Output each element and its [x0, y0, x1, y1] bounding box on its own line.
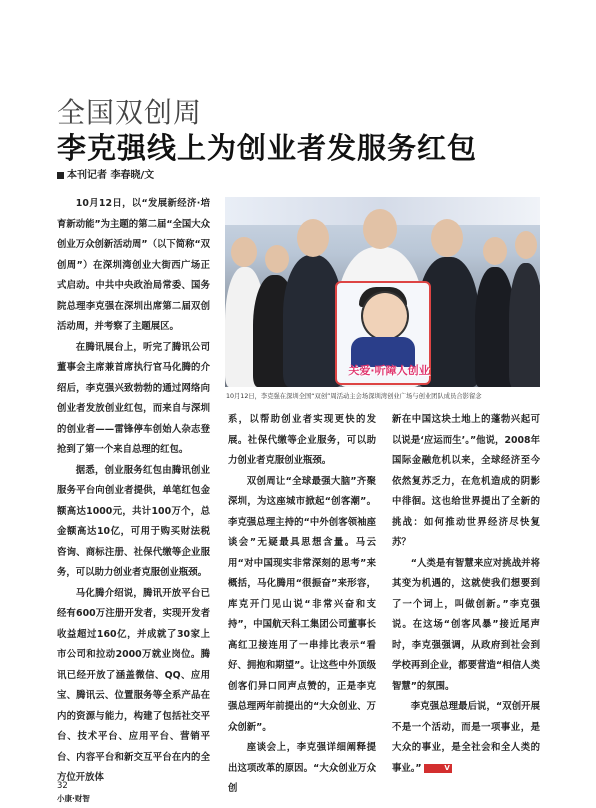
square-bullet-icon: [57, 172, 64, 179]
end-of-article-badge: V: [424, 764, 452, 773]
paragraph: 据悉，创业服务红包由腾讯创业服务平台向创业者提供，单笔红包金额高达1000元，共计100万个，总金额高达10亿，可用于购买财法税咨询、商标注册、社保代缴等企业服务，可以助力创业者克服创业瓶颈。: [57, 464, 210, 578]
paragraph: “人类是有智慧来应对挑战并将其变为机遇的，这就使我们想要到了一个词上，叫做创新。”李克强说。在这场“创客风暴”接近尾声时，李克强强调，从政府到社会到学校再到企业，都要营造“相信人类智慧”的氛围。: [392, 557, 540, 692]
paragraph: 10月12日，以“发展新经济·培育新动能”为主题的第二届“全国大众创业万众创新活动周”（以下简称“双创周”）在深圳湾创业大街西广场正式启动。中共中央政治局常委、国务院总理李克强在深圳出席第二届双创活动周，并考察了主题展区。: [57, 198, 210, 332]
article-column-3: [392, 410, 540, 779]
paragraph: 在腾讯展台上，听完了腾讯公司董事会主席兼首席执行官马化腾的介绍后，李克强兴致勃勃的通过网络向创业者发放创业红包，而来自与深圳的创业者——雷锋停车创始人杂志登抢到了第一个来自总理的红包。: [57, 341, 210, 455]
paragraph: 系，以帮助创业者实现更快的发展。社保代缴等企业服务，可以助力创业者克服创业瓶颈。: [228, 414, 376, 466]
paragraph: 座谈会上，李克强详细阐释提出这项改革的原因。“大众创业万众创: [228, 742, 376, 794]
cartoon-face: [361, 291, 409, 341]
person-head: [363, 209, 397, 249]
byline: [57, 166, 154, 181]
magazine-name: 小康·财智: [57, 794, 90, 803]
person-head: [431, 219, 463, 257]
person-head: [231, 237, 257, 267]
article-photo: [225, 197, 540, 387]
paragraph: 马化腾介绍说，腾讯开放平台已经有600万注册开发者，实现开发者收益超过160亿，并成就了30家上市公司和拉动2000万就业岗位。腾讯已经开放了涵盖微信、QQ、应用宝、腾讯云、位置服务等全系产品在内的资源与能力，构建了包括社交平台、技术平台、应用平台、营销平台、内容平台和新交互平台在内的全方位开放体: [57, 587, 210, 783]
person-head: [265, 245, 289, 273]
paragraph-text: 李克强总理最后说，“双创开展不是一个活动，而是一项事业，是大众的事业，是全社会和全人类的事业。”: [392, 701, 540, 774]
byline-text: 本刊记者 李春晓/文: [67, 170, 155, 181]
article-column-2: [228, 410, 376, 800]
paragraph: [392, 697, 540, 779]
page-number: 32: [57, 781, 68, 791]
article-column-1: [57, 194, 210, 789]
section-kicker: 全国双创周: [57, 96, 203, 129]
paragraph: 新在中国这块土地上的蓬勃兴起可以说是‘应运而生’。”他说，2008年国际金融危机以来，全球经济至今依然复苏乏力，在危机造成的阴影中徘徊。这也给世界提出了全新的挑战：如何推动世界经济尽快复苏？: [392, 414, 540, 548]
person-head: [515, 231, 537, 259]
paragraph: 双创周让“全球最强大脑”齐聚深圳，为这座城市掀起“创客潮”。李克强总理主持的“中外创客领袖座谈会”无疑最具思想含量。马云用“对中国现实非常深刻的思考”来概括，马化腾用“很振奋”来形容，库克开门见山说“非常兴奋和支持”，中国航天科工集团公司董事长高红卫接连用了一串排比表示“看好、拥抱和期望”。让这些中外顶级创客们异口同声点赞的，正是李克强总理两年前提出的“大众创业、万众创新”。: [228, 475, 376, 733]
poster-text: 关爱·听障人创业: [348, 364, 430, 377]
photo-caption: 10月12日，李克强在深圳全国“双创”周活动主会场深圳湾创业广场与创业团队成员合影留念: [226, 393, 482, 400]
article-title: 李克强线上为创业者发服务红包: [57, 131, 478, 165]
person-head: [483, 237, 507, 265]
person-head: [297, 219, 329, 257]
person-figure: [509, 263, 540, 387]
